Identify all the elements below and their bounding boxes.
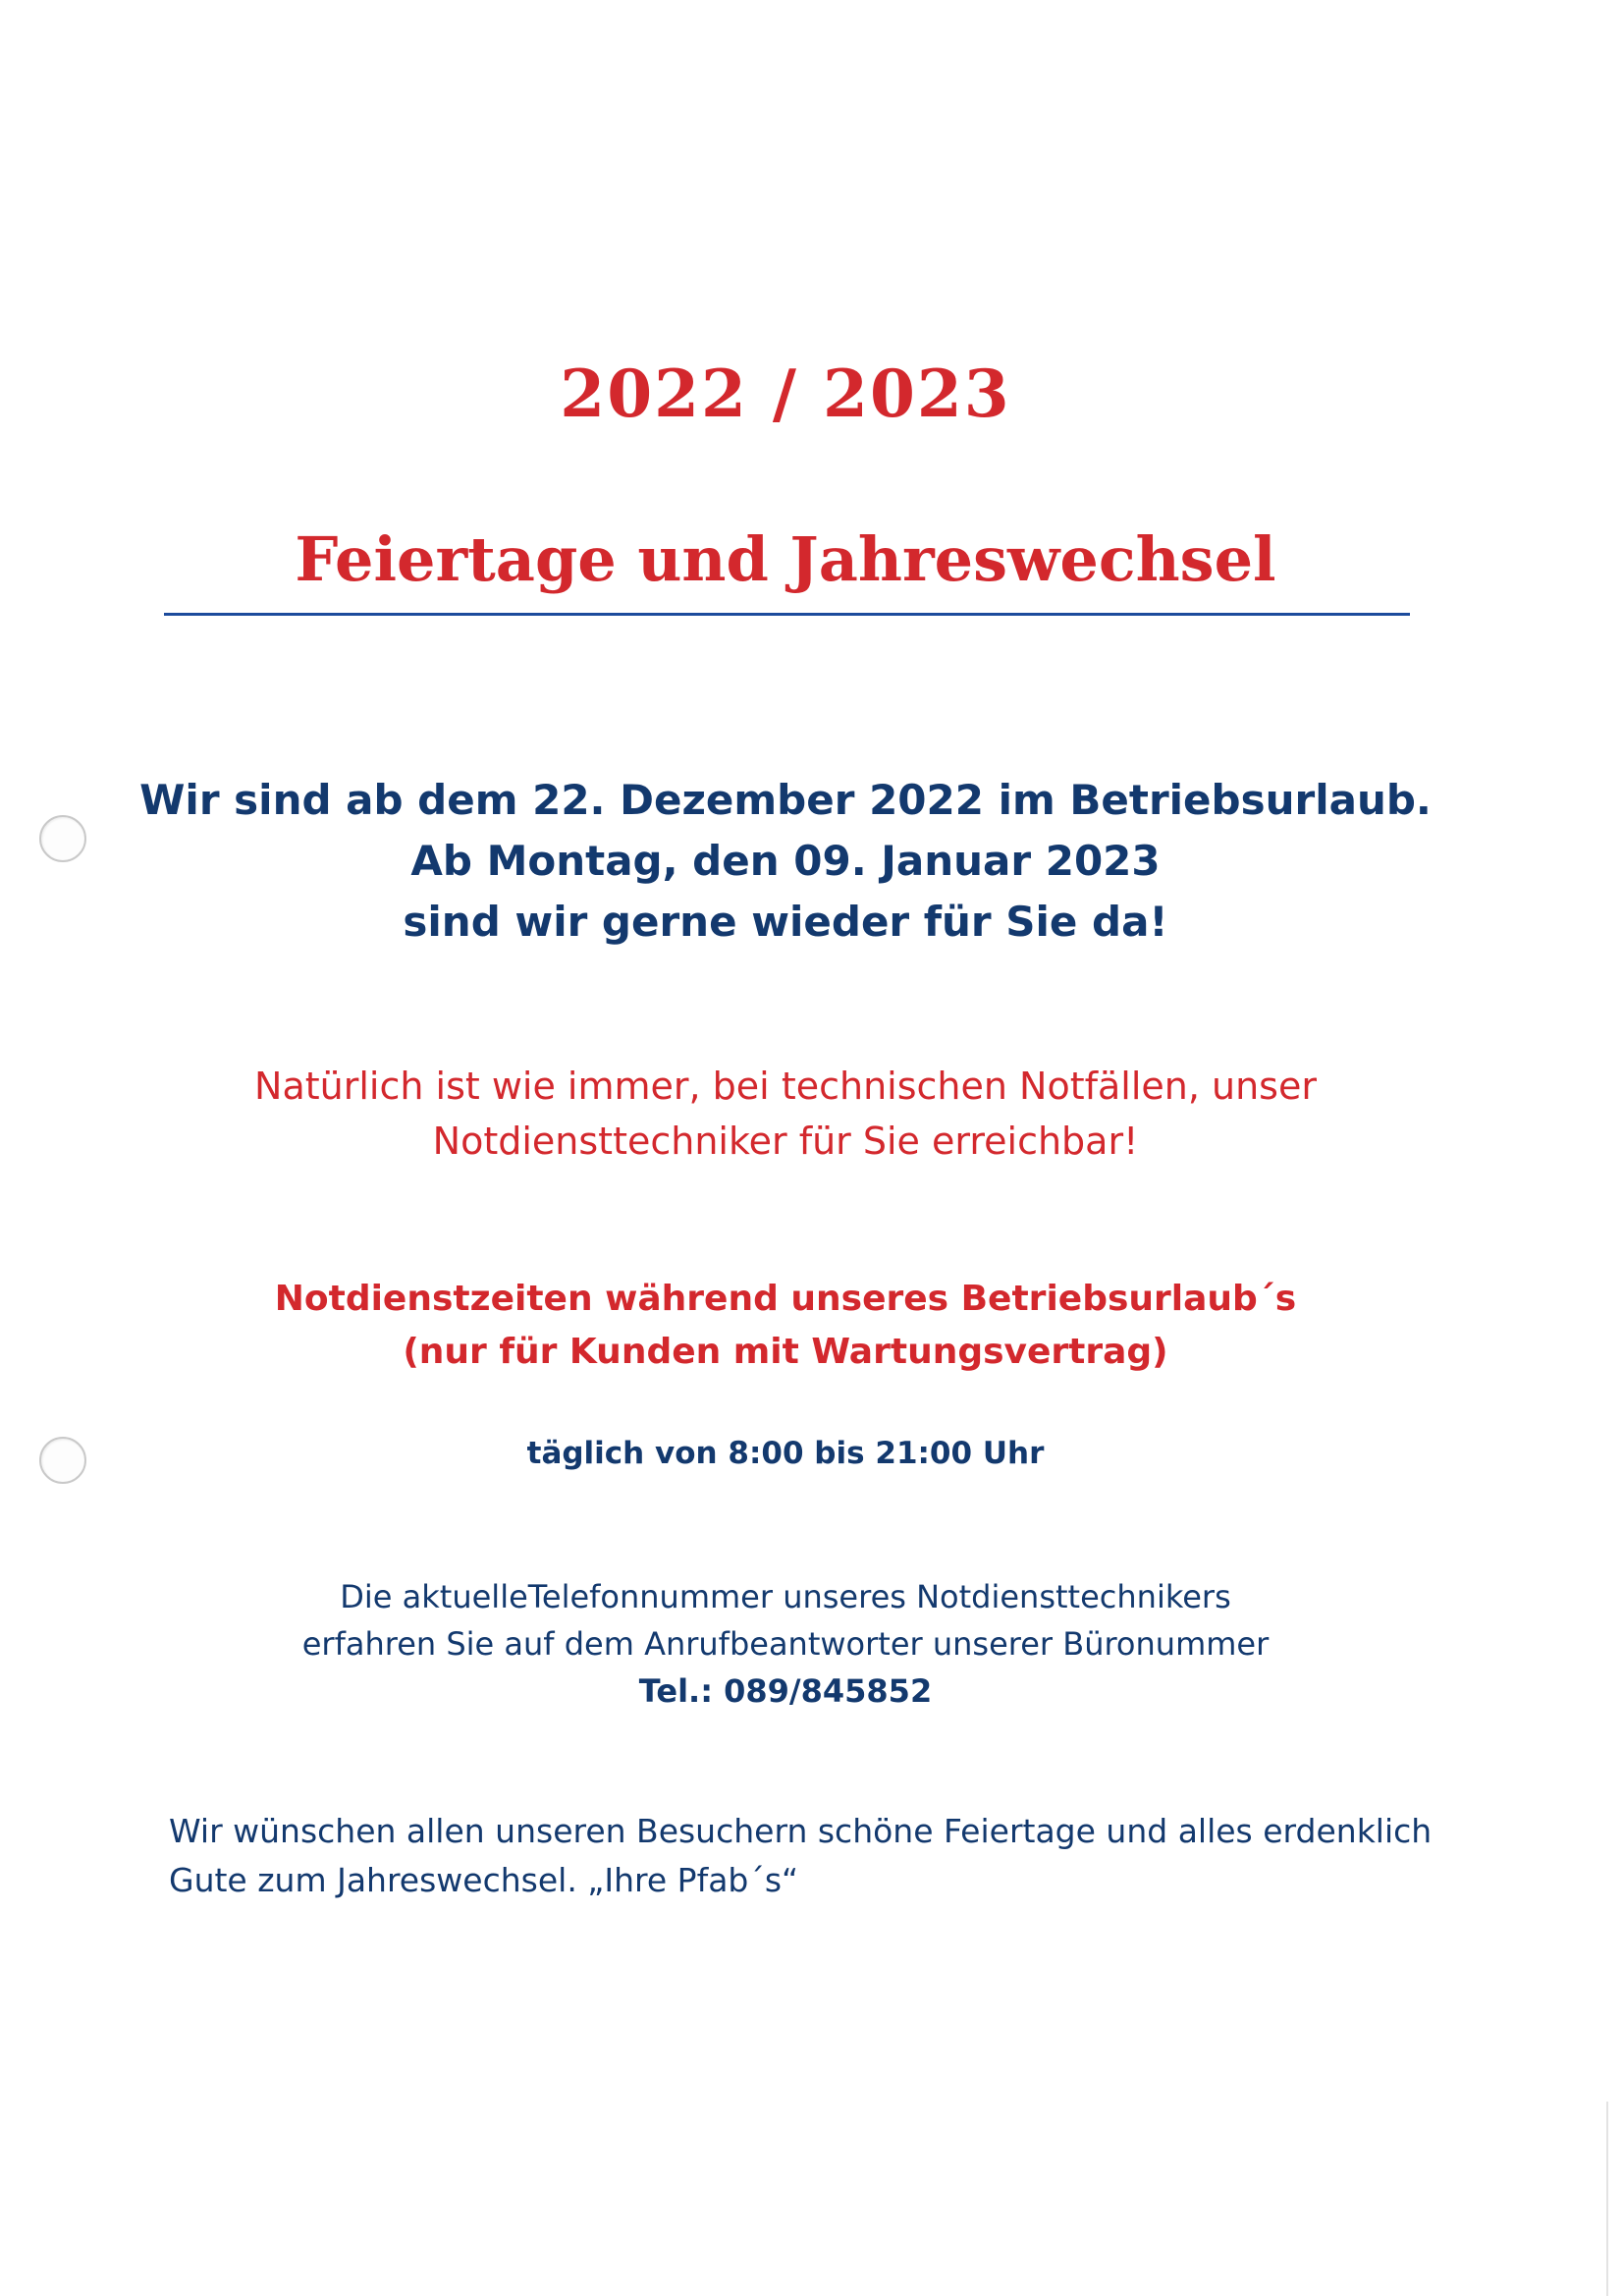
page-title: Feiertage und Jahreswechsel: [295, 523, 1276, 595]
emergency-times-line-2: (nur für Kunden mit Wartungsvertrag): [403, 1332, 1168, 1372]
scan-edge-line: [1606, 2102, 1608, 2296]
phone-info-line-2: erfahren Sie auf dem Anrufbeantworter unserer Büronummer: [301, 1625, 1270, 1663]
title-underline: [164, 613, 1410, 616]
greeting-line-2: Gute zum Jahreswechsel. „Ihre Pfab´s“: [169, 1861, 799, 1899]
emergency-note-line-1: Natürlich ist wie immer, bei technischen Notfällen, unser: [254, 1065, 1317, 1108]
emergency-note-line-2: Notdiensttechniker für Sie erreichbar!: [432, 1120, 1139, 1163]
emergency-times-heading: [0, 1273, 1571, 1379]
closure-line-2: Ab Montag, den 09. Januar 2023: [410, 837, 1161, 885]
closure-line-3: sind wir gerne wieder für Sie da!: [403, 898, 1168, 946]
daily-hours: täglich von 8:00 bis 21:00 Uhr: [526, 1436, 1045, 1471]
year-range-heading: 2022 / 2023: [560, 355, 1011, 432]
phone-number: Tel.: 089/845852: [638, 1672, 933, 1710]
greeting-message: [169, 1807, 1475, 1905]
phone-info: [0, 1573, 1571, 1715]
phone-info-line-1: Die aktuelleTelefonnummer unseres Notdiensttechnikers: [340, 1578, 1231, 1615]
emergency-note: [0, 1059, 1571, 1169]
closure-line-1: Wir sind ab dem 22. Dezember 2022 im Betriebsurlaub.: [139, 776, 1432, 824]
closure-notice: [0, 770, 1571, 953]
greeting-line-1: Wir wünschen allen unseren Besuchern schöne Feiertage und alles erdenklich: [169, 1812, 1433, 1850]
emergency-times-line-1: Notdienstzeiten während unseres Betriebsurlaub´s: [274, 1279, 1297, 1319]
